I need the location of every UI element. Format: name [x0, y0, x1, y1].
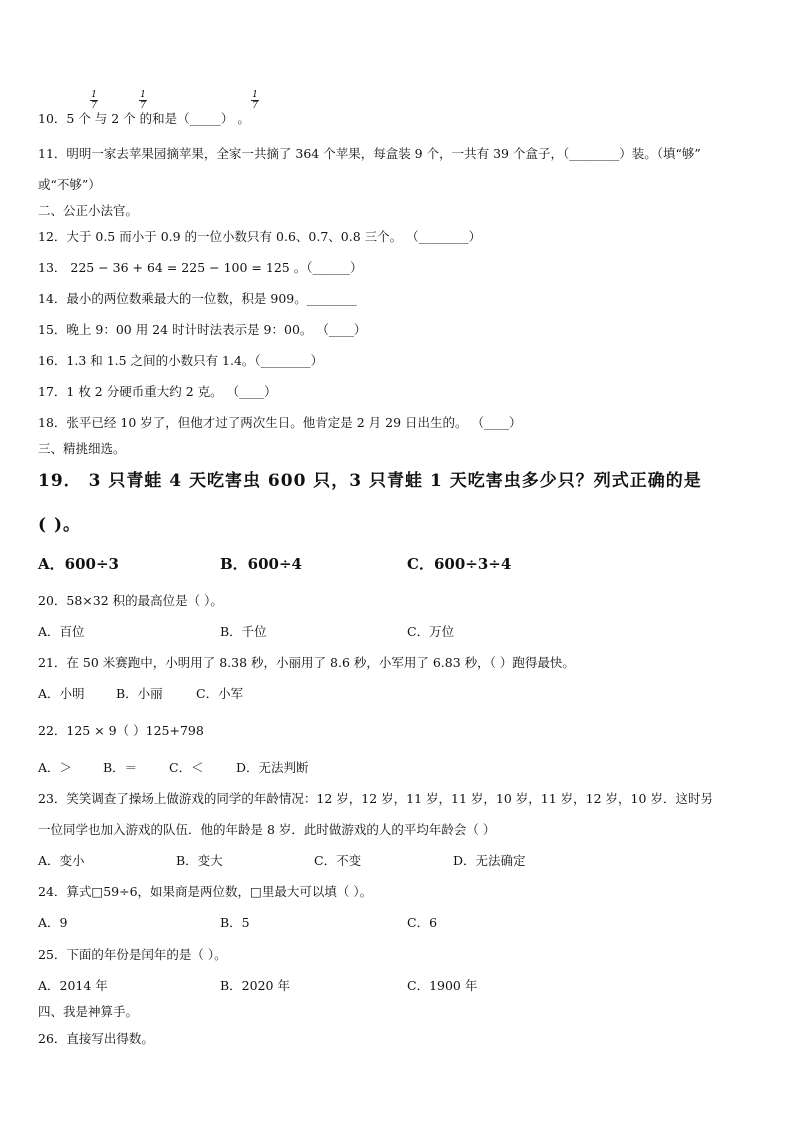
question-16: 16．1.3 和 1.5 之间的小数只有 1.4。（________） [38, 353, 324, 368]
question-24-option-b[interactable]: B．5 [220, 915, 250, 930]
question-21-option-c[interactable]: C．小军 [196, 686, 244, 701]
question-19-option-b[interactable]: B．600÷4 [220, 555, 302, 573]
question-11-line2: 或“不够”） [38, 177, 101, 192]
section-2-heading: 二、公正小法官。 [38, 203, 139, 218]
question-17: 17．1 枚 2 分硬币重大约 2 克。 （____） [38, 384, 277, 399]
question-15: 15．晚上 9：00 用 24 时计时法表示是 9：00。 （____） [38, 322, 367, 337]
question-25-option-c[interactable]: C．1900 年 [407, 978, 478, 993]
question-22-option-c[interactable]: C．＜ [169, 760, 204, 775]
question-22-option-a[interactable]: A．＞ [38, 760, 73, 775]
question-25-option-a[interactable]: A．2014 年 [38, 978, 108, 993]
question-13: 13． 225 − 36 + 64 = 225 − 100 = 125 。（______） [38, 260, 363, 275]
question-20-option-b[interactable]: B．千位 [220, 624, 267, 639]
question-18: 18．张平已经 10 岁了，但他才过了两次生日。他肯定是 2 月 29 日出生的。 （____） [38, 415, 522, 430]
question-22: 22．125 × 9（ ）125+798 [38, 723, 204, 738]
question-20-option-c[interactable]: C．万位 [407, 624, 455, 639]
question-19-line2: ( )。 [38, 515, 82, 535]
question-24: 24．算式□59÷6，如果商是两位数，□里最大可以填（ ）。 [38, 884, 373, 899]
fraction-numerator: 1 [252, 90, 258, 100]
question-14: 14．最小的两位数乘最大的一位数，积是 909。________ [38, 291, 357, 306]
question-21: 21．在 50 米赛跑中，小明用了 8.38 秒，小丽用了 8.6 秒，小军用了 6.83 秒，（ ）跑得最快。 [38, 655, 575, 670]
question-11-line1: 11．明明一家去苹果园摘苹果，全家一共摘了 364 个苹果，每盒装 9 个，一共有 39 个盒子，（________）装。（填“够” [38, 146, 701, 161]
fraction-one-seventh-2 [138, 90, 148, 111]
question-25-option-b[interactable]: B．2020 年 [220, 978, 290, 993]
fraction-denominator: 7 [140, 101, 146, 111]
question-23-option-b[interactable]: B．变大 [176, 853, 223, 868]
question-21-option-a[interactable]: A．小明 [38, 686, 85, 701]
question-20: 20．58×32 积的最高位是（ ）。 [38, 593, 223, 608]
fraction-one-seventh-3 [250, 90, 260, 111]
question-12: 12．大于 0.5 而小于 0.9 的一位小数只有 0.6、0.7、0.8 三个。 （________） [38, 229, 482, 244]
fraction-denominator: 7 [252, 101, 258, 111]
question-21-option-b[interactable]: B．小丽 [116, 686, 163, 701]
question-23-option-d[interactable]: D．无法确定 [453, 853, 526, 868]
question-20-option-a[interactable]: A．百位 [38, 624, 85, 639]
question-23-option-a[interactable]: A．变小 [38, 853, 85, 868]
question-23-line1: 23．笑笑调查了操场上做游戏的同学的年龄情况：12 岁，12 岁，11 岁，11 岁，10 岁，11 岁，12 岁，10 岁．这时另 [38, 791, 713, 806]
fraction-numerator: 1 [140, 90, 146, 100]
question-23-option-c[interactable]: C．不变 [314, 853, 362, 868]
fraction-denominator: 7 [91, 101, 97, 111]
question-19-option-a[interactable]: A．600÷3 [38, 555, 119, 573]
question-19-line1: 19． 3 只青蛙 4 天吃害虫 600 只，3 只青蛙 1 天吃害虫多少只？列式正确的是 [38, 471, 702, 491]
section-3-heading: 三、精挑细选。 [38, 441, 126, 456]
question-22-option-d[interactable]: D．无法判断 [236, 760, 309, 775]
fraction-numerator: 1 [91, 90, 97, 100]
question-23-line2: 一位同学也加入游戏的队伍．他的年龄是 8 岁．此时做游戏的人的平均年龄会（ ） [38, 822, 496, 837]
question-26: 26．直接写出得数。 [38, 1031, 154, 1046]
question-24-option-c[interactable]: C．6 [407, 915, 438, 930]
section-4-heading: 四、我是神算手。 [38, 1004, 139, 1019]
question-19-option-c[interactable]: C．600÷3÷4 [407, 555, 512, 573]
question-24-option-a[interactable]: A．9 [38, 915, 68, 930]
question-25: 25．下面的年份是闰年的是（ ）。 [38, 947, 227, 962]
fraction-one-seventh-1 [89, 90, 99, 111]
question-10: 10．5 个 与 2 个 的和是（_____） 。 [38, 111, 250, 126]
question-22-option-b[interactable]: B．＝ [103, 760, 138, 775]
